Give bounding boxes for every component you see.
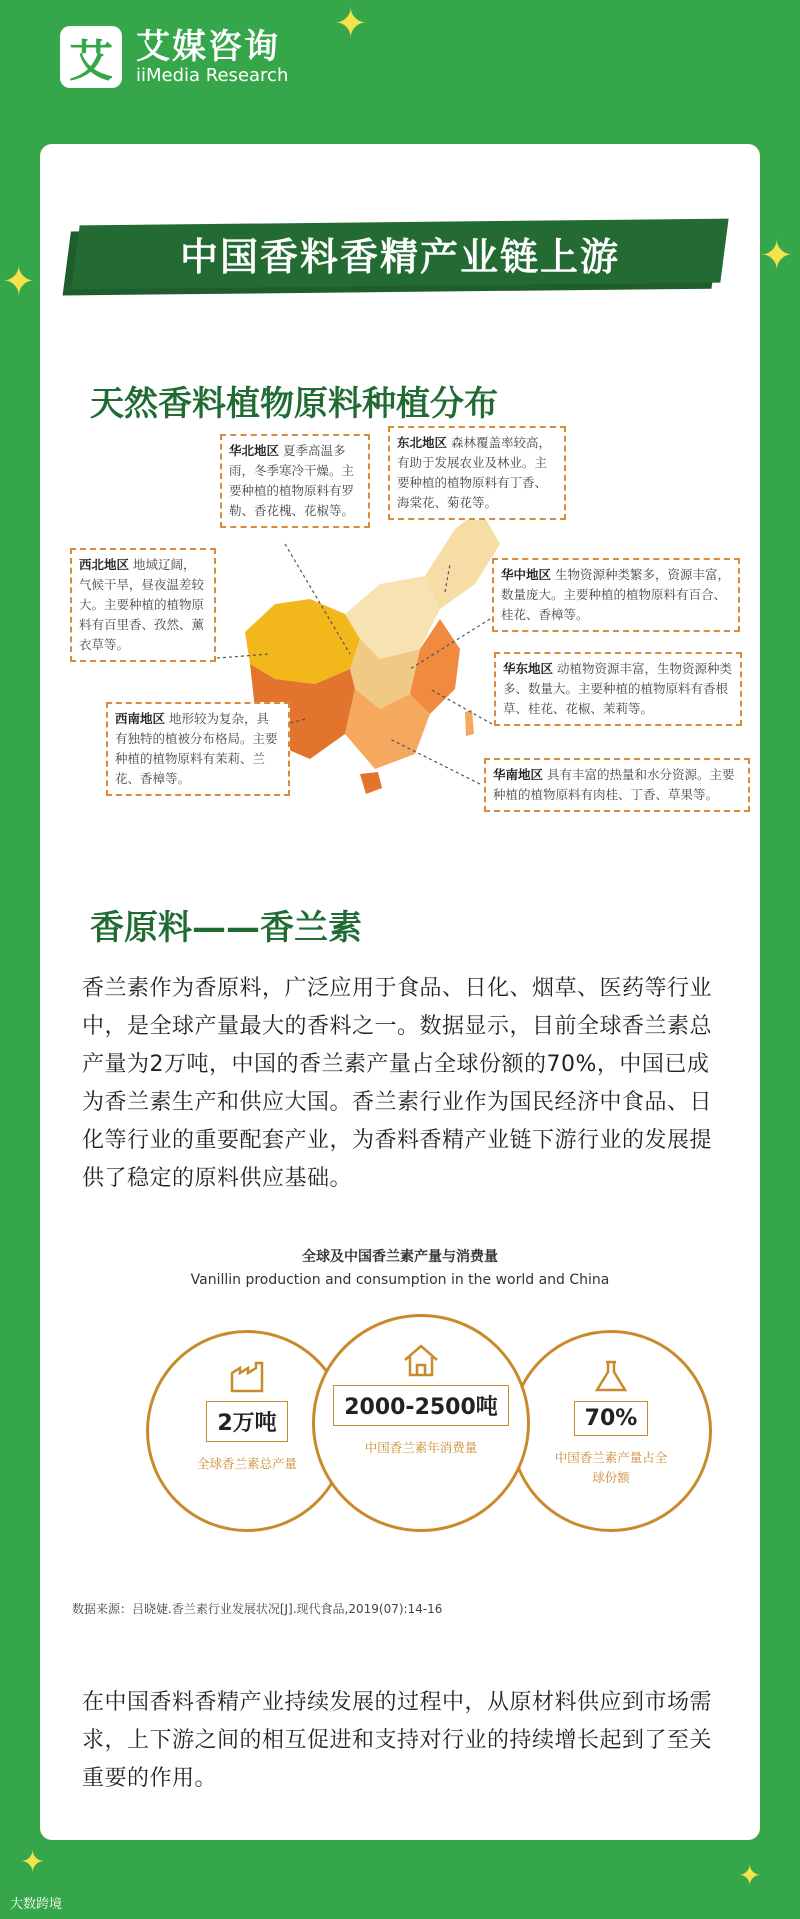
region-name: 东北地区 bbox=[397, 435, 448, 450]
stat-value: 2000-2500吨 bbox=[333, 1385, 509, 1426]
region-text: 森林覆盖率较高，有助于发展农业及林业。主要种植的植物原料有丁香、海棠花、菊花等。 bbox=[397, 435, 552, 510]
logo-name-cn: 艾媒咨询 bbox=[136, 27, 280, 67]
content-card bbox=[40, 144, 760, 1840]
region-note-northeast bbox=[388, 426, 566, 520]
stats-title-cn: 全球及中国香兰素产量与消费量 bbox=[302, 1249, 498, 1265]
logo-name-en: iiMedia Research bbox=[136, 65, 289, 86]
data-source: 数据来源：吕晓婕.香兰素行业发展状况[J].现代食品,2019(07):14-16 bbox=[72, 1602, 443, 1616]
star-icon: ✦ bbox=[334, 1, 368, 47]
region-text: 地形较为复杂，具有独特的植被分布格局。主要种植的植物原料有茉莉、兰花、香樟等。 bbox=[115, 711, 278, 786]
region-text: 动植物资源丰富，生物资源种类多、数量大。主要种植的植物原料有香根草、桂花、花椒、茉莉等。 bbox=[503, 661, 733, 716]
region-note-northwest bbox=[70, 548, 216, 662]
map-region-northeast bbox=[425, 509, 500, 609]
region-note-southwest bbox=[106, 702, 290, 796]
region-name: 华北地区 bbox=[229, 443, 280, 458]
star-icon: ✦ bbox=[20, 1845, 46, 1880]
closing-paragraph: 在中国香料香精产业持续发展的过程中，从原材料供应到市场需求，上下游之间的相互促进和支持对行业的持续增长起到了至关重要的作用。 bbox=[82, 1690, 713, 1791]
stat-value: 2万吨 bbox=[206, 1401, 287, 1442]
region-text: 具有丰富的热量和水分资源。主要种植的植物原料有肉桂、丁香、草果等。 bbox=[493, 767, 735, 802]
factory-icon bbox=[228, 1359, 266, 1393]
flask-icon bbox=[592, 1359, 630, 1393]
star-icon: ✦ bbox=[2, 259, 36, 305]
map-island-hainan bbox=[360, 772, 382, 794]
leader-line bbox=[430, 689, 492, 724]
logo-mark: 艾 bbox=[60, 26, 122, 88]
stat-label: 全球香兰素总产量 bbox=[196, 1456, 297, 1471]
region-note-east bbox=[494, 652, 742, 726]
region-text: 夏季高温多雨，冬季寒冷干燥。主要种植的植物原料有罗勒、香花槐、花椒等。 bbox=[229, 443, 355, 518]
page-title: 中国香料香精产业链上游 bbox=[179, 235, 620, 279]
region-text: 地域辽阔，气候干旱，昼夜温差较大。主要种植的植物原料有百里香、孜然、薰衣草等。 bbox=[79, 557, 205, 652]
region-name: 西北地区 bbox=[79, 557, 130, 572]
brand-logo bbox=[60, 26, 288, 88]
region-note-north bbox=[220, 434, 370, 528]
section-title-vanillin: 香原料——香兰素 bbox=[90, 908, 362, 948]
leader-line bbox=[390, 739, 480, 784]
stat-value: 70% bbox=[574, 1401, 649, 1436]
region-note-south bbox=[484, 758, 750, 812]
section-title-distribution: 天然香料植物原料种植分布 bbox=[90, 384, 498, 424]
star-icon: ✦ bbox=[760, 233, 794, 279]
region-text: 生物资源种类繁多，资源丰富，数量庞大。主要种植的植物原料有百合、桂花、香樟等。 bbox=[501, 567, 731, 622]
stat-label: 中国香兰素年消费量 bbox=[364, 1440, 478, 1455]
region-name: 华南地区 bbox=[493, 767, 544, 782]
star-icon: ✦ bbox=[738, 1859, 762, 1892]
stat-circle-china-share bbox=[510, 1330, 712, 1532]
stat-label: 中国香兰素产量占全球份额 bbox=[554, 1450, 668, 1485]
region-name: 西南地区 bbox=[115, 711, 166, 726]
house-icon bbox=[402, 1343, 440, 1377]
map-region-northwest bbox=[245, 599, 360, 684]
stats-title-en: Vanillin production and consumption in the world and China bbox=[190, 1272, 610, 1288]
watermark: 大数跨境 bbox=[10, 1897, 63, 1912]
vanillin-paragraph: 香兰素作为香原料，广泛应用于食品、日化、烟草、医药等行业中，是全球产量最大的香料之一。数据显示，目前全球香兰素总产量为2万吨，中国的香兰素产量占全球份额的70%，中国已成为香兰素生产和供应大国。香兰素行业作为国民经济中食品、日化等行业的重要配套产业，为香料香精产业链下游行业的发展提供了稳定的原料供应基础。 bbox=[82, 976, 713, 1191]
china-map-figure bbox=[60, 434, 750, 824]
region-name: 华东地区 bbox=[503, 661, 554, 676]
map-island-taiwan bbox=[465, 710, 474, 736]
region-name: 华中地区 bbox=[501, 567, 552, 582]
stat-circle-china-consumption bbox=[312, 1314, 530, 1532]
region-note-central bbox=[492, 558, 740, 632]
